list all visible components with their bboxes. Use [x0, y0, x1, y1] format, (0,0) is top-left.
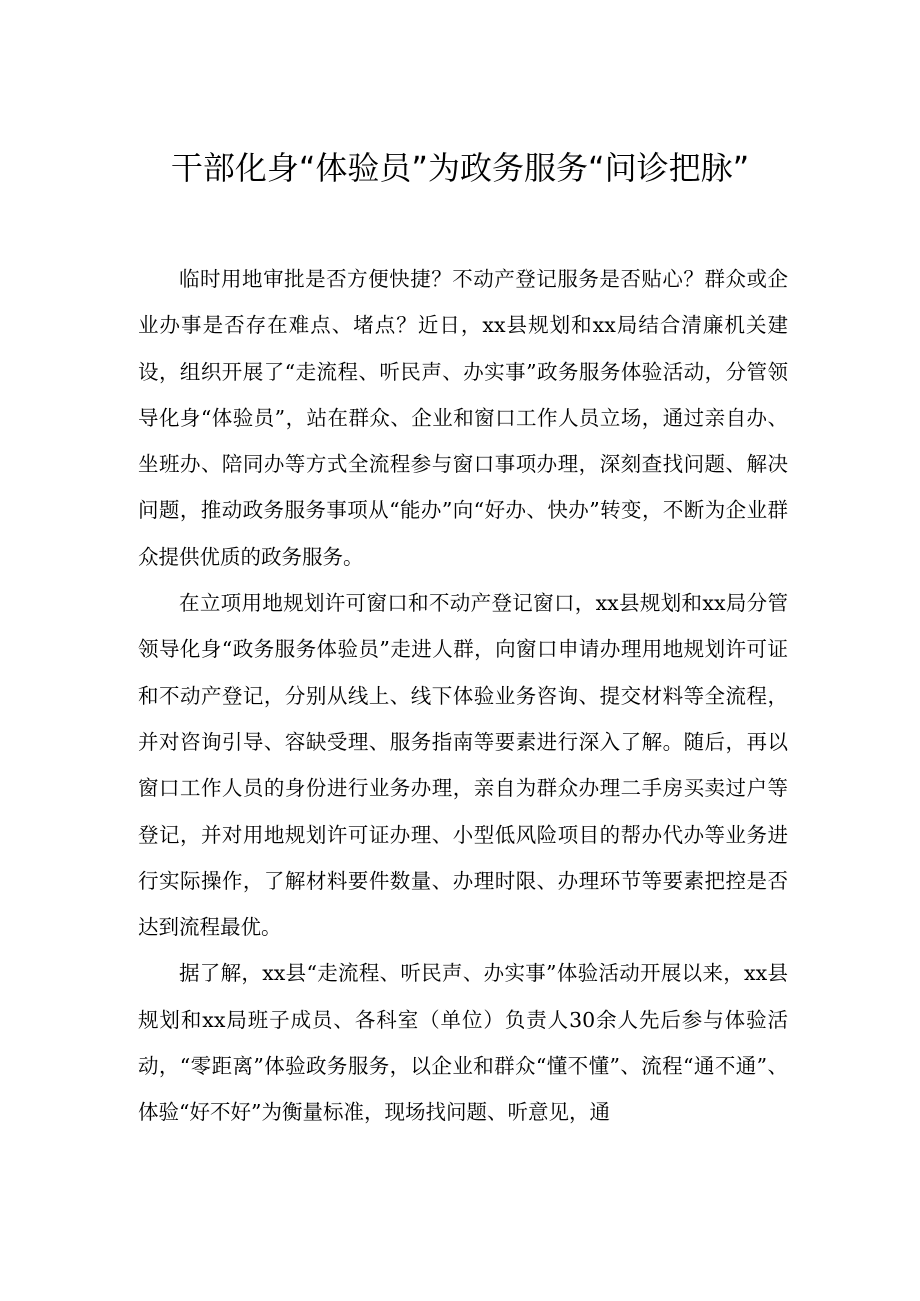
paragraph-1: 临时用地审批是否方便快捷？不动产登记服务是否贴心？群众或企业办事是否存在难点、堵点？近日，xx县规划和xx局结合清廉机关建设，组织开展了“走流程、听民声、办实事”政务服务体验活动，分管领导化身“体验员”，站在群众、企业和窗口工作人员立场，通过亲自办、坐班办、陪同办等方式全流程参与窗口事项办理，深刻查找问题、解决问题，推动政务服务事项从“能办”向“好办、快办”转变，不断为企业群众提供优质的政务服务。 — [138, 267, 788, 569]
document-title: 干部化身“体验员”为政务服务“问诊把脉” — [170, 149, 750, 187]
document-body — [138, 256, 788, 1136]
paragraph-3: 据了解，xx县“走流程、听民声、办实事”体验活动开展以来，xx县规划和xx局班子成员、各科室（单位）负责人30余人先后参与体验活动，“零距离”体验政务服务，以企业和群众“懂不懂”、流程“通不通”、体验“好不好”为衡量标准，现场找问题、听意见，通 — [138, 961, 788, 1125]
paragraph-2: 在立项用地规划许可窗口和不动产登记窗口，xx县规划和xx局分管领导化身“政务服务体验员”走进人群，向窗口申请办理用地规划许可证和不动产登记，分别从线上、线下体验业务咨询、提交材料等全流程，并对咨询引导、容缺受理、服务指南等要素进行深入了解。随后，再以窗口工作人员的身份进行业务办理，亲自为群众办理二手房买卖过户等登记，并对用地规划许可证办理、小型低风险项目的帮办代办等业务进行实际操作，了解材料要件数量、办理时限、办理环节等要素把控是否达到流程最优。 — [138, 591, 788, 940]
